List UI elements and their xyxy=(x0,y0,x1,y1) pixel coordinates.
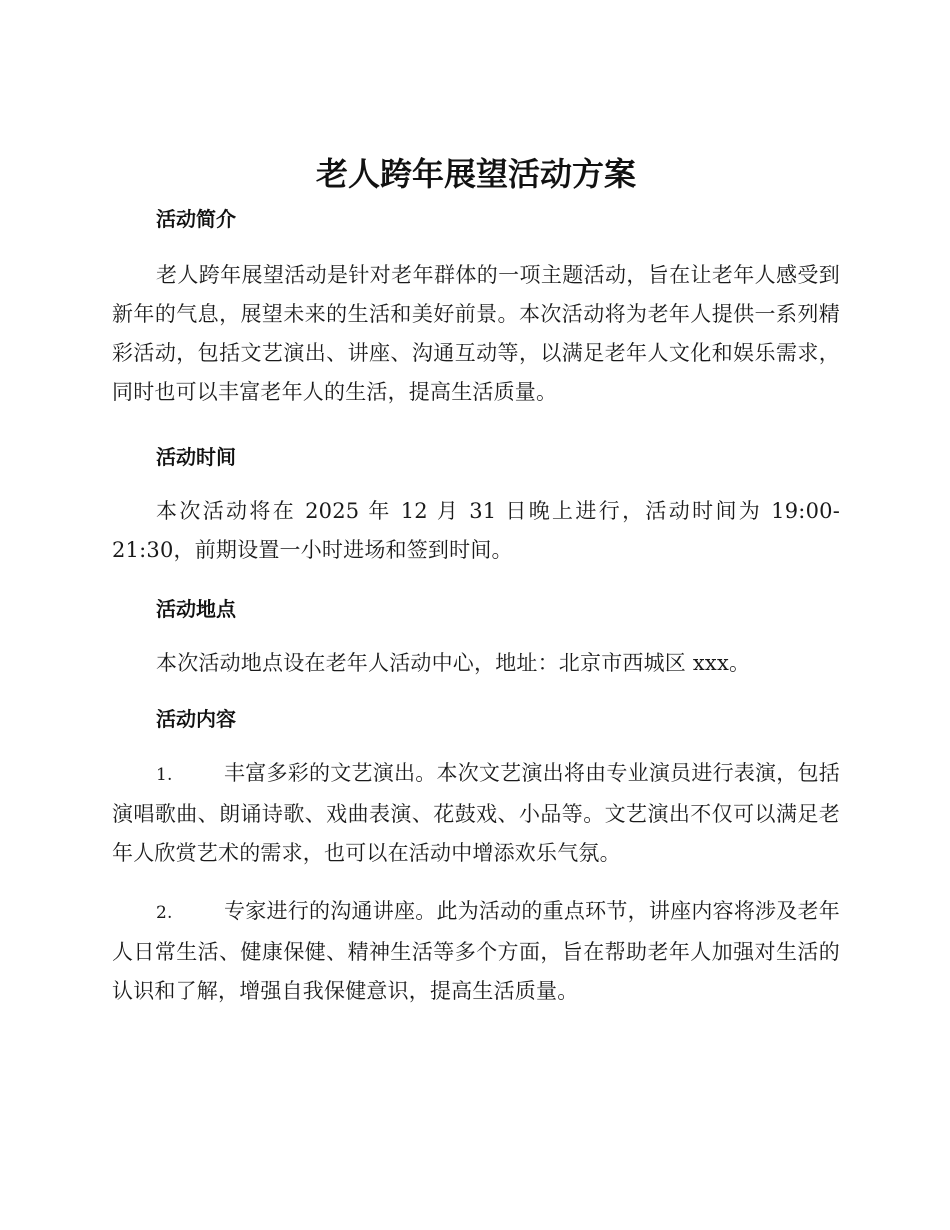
section-heading-content: 活动内容 xyxy=(156,707,236,731)
section-heading-intro: 活动简介 xyxy=(156,207,236,231)
list-item xyxy=(112,754,840,873)
list-item-text: 丰富多彩的文艺演出。本次文艺演出将由专业演员进行表演，包括演唱歌曲、朗诵诗歌、戏曲表演、花鼓戏、小品等。文艺演出不仅可以满足老年人欣赏艺术的需求，也可以在活动中增添欢乐气氛。 xyxy=(112,761,840,865)
page-title: 老人跨年展望活动方案 xyxy=(315,155,636,193)
section-paragraph-time: 本次活动将在 2025 年 12 月 31 日晚上进行，活动时间为 19:00-21:30，前期设置一小时进场和签到时间。 xyxy=(112,499,840,562)
list-item-text: 专家进行的沟通讲座。此为活动的重点环节，讲座内容将涉及老年人日常生活、健康保健、精神生活等多个方面，旨在帮助老年人加强对生活的认识和了解，增强自我保健意识，提高生活质量。 xyxy=(112,899,840,1003)
section-heading-location: 活动地点 xyxy=(156,597,236,621)
list-item-number: 2. xyxy=(156,903,173,923)
list-item xyxy=(112,892,840,1011)
list-item-number: 1. xyxy=(156,765,173,785)
section-paragraph-location: 本次活动地点设在老年人活动中心，地址：北京市西城区 xxx。 xyxy=(156,651,751,675)
section-paragraph-intro: 老人跨年展望活动是针对老年群体的一项主题活动，旨在让老年人感受到新年的气息，展望未来的生活和美好前景。本次活动将为老年人提供一系列精彩活动，包括文艺演出、讲座、沟通互动等，以满足老年人文化和娱乐需求，同时也可以丰富老年人的生活，提高生活质量。 xyxy=(112,263,840,404)
section-heading-time: 活动时间 xyxy=(156,445,236,469)
